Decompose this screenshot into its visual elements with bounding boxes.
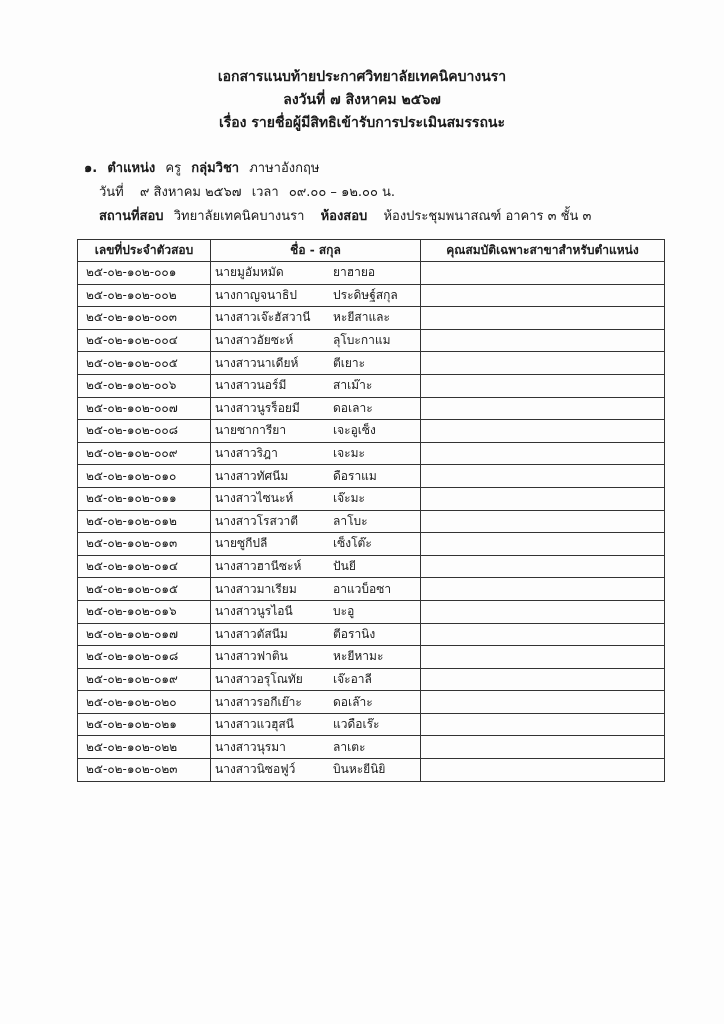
qualification-cell: [421, 442, 665, 465]
exam-id-cell: ๒๕-๐๒-๑๐๒-๐๑๗: [78, 623, 211, 646]
first-name: นางสาวฮานีซะห์: [215, 559, 302, 574]
table-row: [78, 510, 665, 533]
qualification-cell: [421, 555, 665, 578]
qualification-cell: [421, 374, 665, 397]
first-name: นายซูกีปลี: [215, 536, 268, 551]
last-name: หะยีสาและ: [333, 310, 390, 325]
room-label: ห้องสอบ: [320, 209, 368, 224]
venue-value: วิทยาลัยเทคนิคบางนรา: [173, 209, 305, 224]
qualification-cell: [421, 713, 665, 736]
header-date: ลงวันที่ ๗ สิงหาคม ๒๕๖๗: [283, 92, 441, 108]
subject-value: ภาษาอังกฤษ: [249, 161, 320, 176]
table-row: [78, 442, 665, 465]
exam-id-cell: ๒๕-๐๒-๑๐๒-๐๐๔: [78, 329, 211, 352]
last-name: เจ๊ะมะ: [333, 491, 365, 506]
qualification-cell: [421, 646, 665, 669]
qualification-cell: [421, 284, 665, 307]
table-row: [78, 397, 665, 420]
exam-id-cell: ๒๕-๐๒-๑๐๒-๐๐๘: [78, 420, 211, 443]
last-name: เจะอูเซ็ง: [333, 423, 376, 438]
first-name: นางสาวโรสวาตี: [215, 513, 299, 528]
exam-id-cell: ๒๕-๐๒-๑๐๒-๐๑๒: [78, 510, 211, 533]
candidate-table: [77, 239, 665, 782]
exam-id-cell: ๒๕-๐๒-๑๐๒-๐๐๓: [78, 307, 211, 330]
last-name: แวดือเร๊ะ: [333, 717, 380, 732]
exam-id-cell: ๒๕-๐๒-๑๐๒-๐๑๔: [78, 555, 211, 578]
first-name: นางสาวนอร์มี: [215, 378, 287, 393]
last-name: ดอเล๊าะ: [333, 694, 373, 709]
datetime-line: [99, 181, 591, 205]
first-name: นายมูอัมหมัด: [215, 265, 284, 280]
name-cell: [211, 420, 421, 443]
name-cell: [211, 465, 421, 488]
table-row: [78, 420, 665, 443]
table-row: [78, 578, 665, 601]
exam-id-cell: ๒๕-๐๒-๑๐๒-๐๑๘: [78, 646, 211, 669]
first-name: นางกาญจนาธิป: [215, 287, 297, 302]
last-name: ตีเยาะ: [333, 355, 366, 370]
table-row: [78, 374, 665, 397]
last-name: ลาโบะ: [333, 513, 368, 528]
last-name: ประดิษฐ์สกุล: [333, 287, 398, 302]
last-name: ดอเลาะ: [333, 400, 373, 415]
qualification-cell: [421, 691, 665, 714]
exam-id-cell: ๒๕-๐๒-๑๐๒-๐๐๑: [78, 262, 211, 285]
first-name: นางสาวทัศนีม: [215, 468, 289, 483]
first-name: นางสาวนูรไอนี: [215, 604, 293, 619]
name-cell: [211, 600, 421, 623]
first-name: นางสาวรอกีเย๊าะ: [215, 694, 302, 709]
table-body: [78, 262, 665, 782]
position-line: [84, 157, 591, 181]
header-exam-id: เลขที่ประจำตัวสอบ: [78, 240, 211, 262]
header-subject: เรื่อง รายชื่อผู้มีสิทธิเข้ารับการประเมินสมรรถนะ: [218, 115, 506, 131]
header-title: เอกสารแนบท้ายประกาศวิทยาลัยเทคนิคบางนรา: [217, 69, 507, 85]
name-cell: [211, 284, 421, 307]
qualification-cell: [421, 352, 665, 375]
exam-id-cell: ๒๕-๐๒-๑๐๒-๐๐๕: [78, 352, 211, 375]
exam-id-cell: ๒๕-๐๒-๑๐๒-๐๐๙: [78, 442, 211, 465]
table-row: [78, 668, 665, 691]
table-row: [78, 736, 665, 759]
last-name: อาแวบ็อซา: [333, 581, 392, 596]
exam-id-cell: ๒๕-๐๒-๑๐๒-๐๑๐: [78, 465, 211, 488]
last-name: ดือราแม: [333, 468, 377, 483]
exam-id-cell: ๒๕-๐๒-๑๐๒-๐๒๒: [78, 736, 211, 759]
time-label: เวลา: [251, 185, 279, 200]
table-row: [78, 262, 665, 285]
document-header: [0, 66, 724, 135]
table-row: [78, 329, 665, 352]
name-cell: [211, 397, 421, 420]
last-name: เจะมะ: [333, 446, 365, 461]
qualification-cell: [421, 307, 665, 330]
qualification-cell: [421, 578, 665, 601]
header-name: ชื่อ - สกุล: [211, 240, 421, 262]
last-name: หะยีหามะ: [333, 649, 384, 664]
table-row: [78, 555, 665, 578]
last-name: ตีอรานิง: [333, 626, 376, 641]
first-name: นางสาวอัยซะห์: [215, 333, 294, 348]
table-row: [78, 713, 665, 736]
name-cell: [211, 374, 421, 397]
first-name: นางสาวนูรร็อยมี: [215, 400, 300, 415]
first-name: นางสาวนิซอฟูว์: [215, 762, 296, 777]
qualification-cell: [421, 759, 665, 782]
name-cell: [211, 262, 421, 285]
exam-id-cell: ๒๕-๐๒-๑๐๒-๐๑๑: [78, 487, 211, 510]
last-name: บะอู: [333, 604, 355, 619]
item-number: ๑.: [84, 161, 98, 176]
first-name: นางสาวแวฮุสนี: [215, 717, 294, 732]
table-row: [78, 691, 665, 714]
first-name: นางสาวอรุโณทัย: [215, 671, 303, 686]
last-name: ลุโบะกาแม: [333, 333, 391, 348]
qualification-cell: [421, 397, 665, 420]
table-header-row: [78, 240, 665, 262]
position-label: ตำแหน่ง: [107, 161, 156, 176]
qualification-cell: [421, 736, 665, 759]
venue-line: [99, 205, 591, 229]
qualification-cell: [421, 668, 665, 691]
exam-id-cell: ๒๕-๐๒-๑๐๒-๐๑๙: [78, 668, 211, 691]
qualification-cell: [421, 420, 665, 443]
name-cell: [211, 442, 421, 465]
name-cell: [211, 646, 421, 669]
subject-label: กลุ่มวิชา: [191, 161, 240, 176]
first-name: นางสาวนุรมา: [215, 739, 286, 754]
name-cell: [211, 329, 421, 352]
position-value: ครู: [165, 161, 182, 176]
first-name: นางสาวริฎา: [215, 446, 278, 461]
exam-id-cell: ๒๕-๐๒-๑๐๒-๐๑๖: [78, 600, 211, 623]
qualification-cell: [421, 600, 665, 623]
qualification-cell: [421, 510, 665, 533]
qualification-cell: [421, 623, 665, 646]
first-name: นางสาวตัสนีม: [215, 626, 288, 641]
name-cell: [211, 352, 421, 375]
name-cell: [211, 510, 421, 533]
first-name: นางสาวฟาติน: [215, 649, 288, 664]
first-name: นางสาวมาเรียม: [215, 581, 297, 596]
qualification-cell: [421, 329, 665, 352]
name-cell: [211, 759, 421, 782]
table-row: [78, 533, 665, 556]
date-label: วันที่: [99, 185, 124, 200]
qualification-cell: [421, 533, 665, 556]
date-value: ๙ สิงหาคม ๒๕๖๗: [139, 185, 242, 200]
exam-id-cell: ๒๕-๐๒-๑๐๒-๐๒๓: [78, 759, 211, 782]
venue-label: สถานที่สอบ: [99, 209, 164, 224]
exam-id-cell: ๒๕-๐๒-๑๐๒-๐๒๑: [78, 713, 211, 736]
first-name: นางสาวนาเดียห์: [215, 355, 299, 370]
name-cell: [211, 578, 421, 601]
name-cell: [211, 623, 421, 646]
table-row: [78, 284, 665, 307]
exam-info: [84, 157, 591, 229]
name-cell: [211, 691, 421, 714]
room-value: ห้องประชุมพนาสณฑ์ อาคาร ๓ ชั้น ๓: [383, 209, 592, 224]
last-name: เซ็งโต๊ะ: [333, 536, 372, 551]
table-row: [78, 646, 665, 669]
name-cell: [211, 307, 421, 330]
last-name: ยาฮายอ: [333, 265, 376, 280]
last-name: ปันยี: [333, 559, 356, 574]
qualification-cell: [421, 487, 665, 510]
first-name: นางสาวเจ๊ะฮัสวานี: [215, 310, 311, 325]
name-cell: [211, 736, 421, 759]
qualification-cell: [421, 262, 665, 285]
name-cell: [211, 555, 421, 578]
time-value: ๐๙.๐๐ – ๑๒.๐๐ น.: [288, 185, 396, 200]
table-row: [78, 465, 665, 488]
exam-id-cell: ๒๕-๐๒-๑๐๒-๐๑๕: [78, 578, 211, 601]
last-name: เจ๊ะอาลี: [333, 671, 372, 686]
table-row: [78, 759, 665, 782]
table-row: [78, 600, 665, 623]
first-name: นางสาวไซนะห์: [215, 491, 294, 506]
exam-id-cell: ๒๕-๐๒-๑๐๒-๐๐๖: [78, 374, 211, 397]
last-name: ลาเตะ: [333, 739, 366, 754]
last-name: สาเม๊าะ: [333, 378, 373, 393]
exam-id-cell: ๒๕-๐๒-๑๐๒-๐๐๗: [78, 397, 211, 420]
last-name: บินหะยีนิยิ: [333, 762, 386, 777]
table-row: [78, 487, 665, 510]
table-row: [78, 623, 665, 646]
exam-id-cell: ๒๕-๐๒-๑๐๒-๐๒๐: [78, 691, 211, 714]
exam-id-cell: ๒๕-๐๒-๑๐๒-๐๐๒: [78, 284, 211, 307]
header-qualification: คุณสมบัติเฉพาะสาขาสำหรับตำแหน่ง: [421, 240, 665, 262]
exam-id-cell: ๒๕-๐๒-๑๐๒-๐๑๓: [78, 533, 211, 556]
name-cell: [211, 713, 421, 736]
table-row: [78, 307, 665, 330]
name-cell: [211, 668, 421, 691]
table-row: [78, 352, 665, 375]
first-name: นายซาการียา: [215, 423, 287, 438]
name-cell: [211, 533, 421, 556]
name-cell: [211, 487, 421, 510]
qualification-cell: [421, 465, 665, 488]
